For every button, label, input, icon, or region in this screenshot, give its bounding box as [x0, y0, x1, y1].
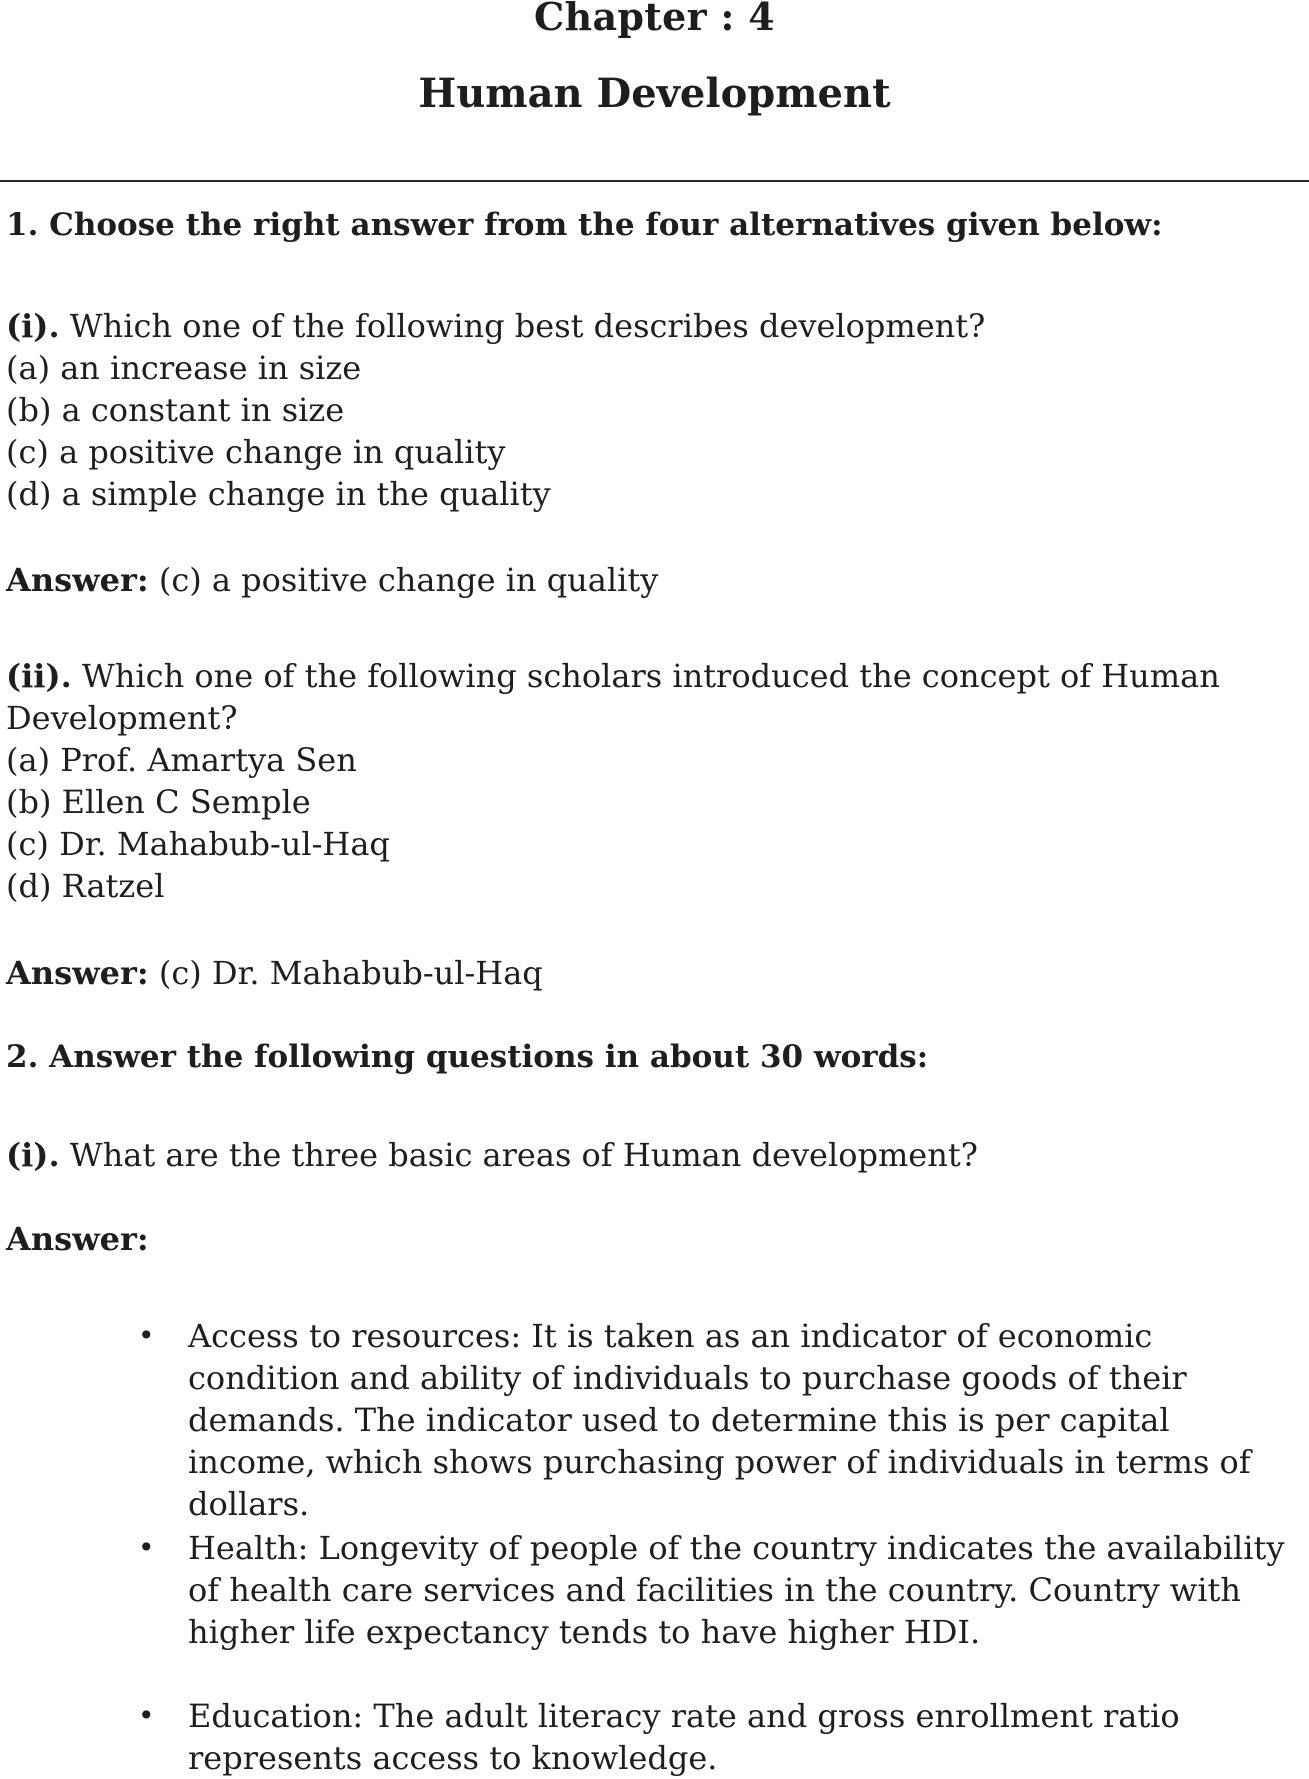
question-body: Which one of the following best describes development? [59, 307, 986, 345]
option-c: (c) a positive change in quality [6, 433, 506, 471]
question-1-i [6, 305, 985, 515]
chapter-label: Chapter : 4 [533, 0, 776, 39]
question-body: Which one of the following scholars introduced the concept of Human [71, 657, 1220, 695]
answer-text: (c) Dr. Mahabub-ul-Haq [148, 954, 543, 992]
answer-1-i [6, 559, 658, 601]
bullet-icon: • [138, 1319, 155, 1352]
list-item-text: Health: Longevity of people of the country indicates the availability of health care services and facilities in the country. Country with higher life expectancy tends to have higher HDI. [188, 1529, 1285, 1651]
option-c: (c) Dr. Mahabub-ul-Haq [6, 825, 390, 863]
question-text [6, 655, 1220, 697]
question-body: What are the three basic areas of Human development? [59, 1136, 978, 1174]
question-number: (ii). [6, 657, 72, 695]
question-2-i [6, 1134, 978, 1176]
answer-label: Answer: [6, 954, 149, 992]
option-d: (d) a simple change in the quality [6, 475, 551, 513]
question-number: (i). [6, 307, 60, 345]
answer-label: Answer: [6, 1220, 149, 1258]
question-text-continued: Development? [6, 699, 238, 737]
bullet-icon: • [138, 1699, 155, 1732]
list-item-text: Education: The adult literacy rate and gross enrollment ratio represents access to knowledge. [188, 1697, 1180, 1777]
option-b: (b) Ellen C Semple [6, 783, 311, 821]
option-a: (a) an increase in size [6, 349, 362, 387]
answer-text: (c) a positive change in quality [148, 561, 659, 599]
answer-label: Answer: [6, 561, 149, 599]
bullet-icon: • [138, 1531, 155, 1564]
question-1-ii [6, 655, 1220, 907]
divider [0, 180, 1309, 182]
page-title: Human Development [418, 70, 891, 117]
option-b: (b) a constant in size [6, 391, 345, 429]
list-item-text: Access to resources: It is taken as an indicator of economic condition and ability of individuals to purchase goods of their demands. The indicator used to determine this is per capital income, which shows purchasing power of individuals in terms of dollars. [188, 1317, 1251, 1523]
section-1-heading: 1. Choose the right answer from the four alternatives given below: [6, 207, 1163, 243]
question-number: (i). [6, 1136, 60, 1174]
section-2-heading: 2. Answer the following questions in about 30 words: [6, 1039, 929, 1075]
option-d: (d) Ratzel [6, 867, 165, 905]
question-text [6, 305, 985, 347]
answer-1-ii [6, 952, 543, 994]
option-a: (a) Prof. Amartya Sen [6, 741, 357, 779]
answer-2-i [6, 1218, 149, 1260]
